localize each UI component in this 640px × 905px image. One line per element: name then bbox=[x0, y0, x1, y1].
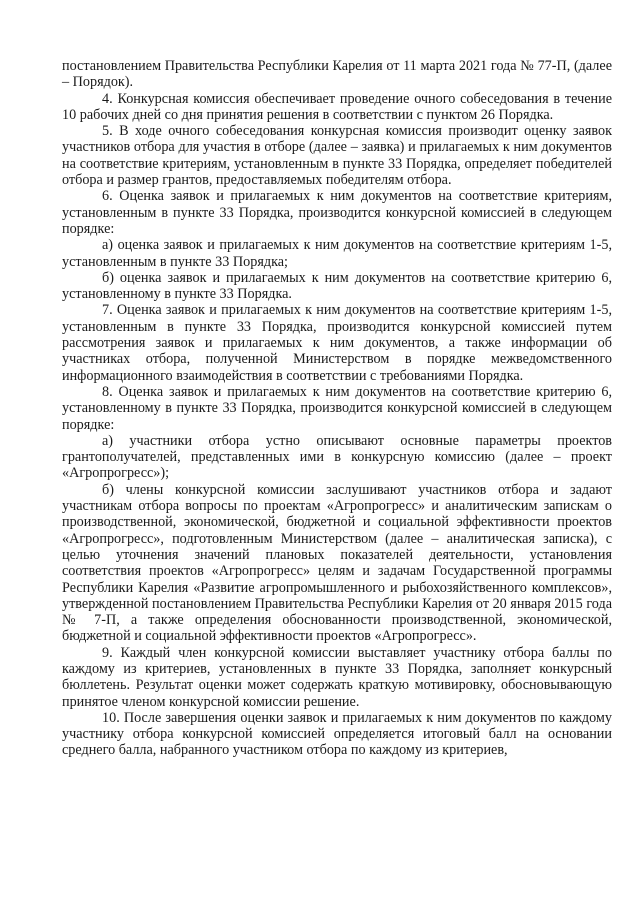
paragraph-6b: б) оценка заявок и прилагаемых к ним документов на соответствие критерию 6, установленному в пункте 33 Порядка. bbox=[62, 269, 612, 303]
paragraph-5: 5. В ходе очного собеседования конкурсная комиссия производит оценку заявок участников отбора для участия в отборе (далее – заявка) и прилагаемых к ним документов на соответствие критериям, установленным в пункте 33 Порядка, определяет победителей отбора и размер грантов, предоставляемых победителям отбора. bbox=[62, 123, 612, 189]
paragraph-10: 10. После завершения оценки заявок и прилагаемых к ним документов по каждому участнику отбора конкурсной комиссией определяется итоговый балл на основании среднего балла, набранного участником отбора по каждому из критериев, bbox=[62, 709, 612, 759]
paragraph-8b: б) члены конкурсной комиссии заслушивают участников отбора и задают участникам отбора вопросы по проектам «Агропрогресс» и аналитическим запискам о производственной, экономической, бюджетной и социальной эффективности проектов «Агропрогресс», подготовленным Министерством (далее – аналитическая записка), с целью уточнения значений плановых показателей деятельности, установления соответствия проектов «Агропрогресс» целям и задачам Государственной программы Республики Карелия «Развитие агропромышленного и рыбохозяйственного комплексов», утвержденной постановлением Правительства Республики Карелия от 20 января 2015 года № 7-П, а также определения обоснованности производственной, экономической, бюджетной и социальной эффективности проектов «Агропрогресс». bbox=[62, 481, 612, 645]
paragraph-6a: а) оценка заявок и прилагаемых к ним документов на соответствие критериям 1-5, установленным в пункте 33 Порядка; bbox=[62, 237, 612, 270]
paragraph-8: 8. Оценка заявок и прилагаемых к ним документов на соответствие критерию 6, установленному в пункте 33 Порядка, производится конкурсной комиссией в следующем порядке: bbox=[62, 383, 612, 433]
paragraph-6: 6. Оценка заявок и прилагаемых к ним документов на соответствие критериям, установленным в пункте 33 Порядка, производится конкурсной комиссией в следующем порядке: bbox=[62, 188, 612, 237]
document-body bbox=[62, 58, 612, 759]
paragraph-9: 9. Каждый член конкурсной комиссии выставляет участнику отбора баллы по каждому из критериев, установленных в пункте 33 Порядка, заполняет конкурсный бюллетень. Результат оценки может содержать краткую мотивировку, обосновывающую принятое членом конкурсной комиссии решение. bbox=[62, 644, 612, 710]
paragraph-8a: а) участники отбора устно описывают основные параметры проектов грантополучателей, представленных ими в конкурсную комиссию (далее – проект «Агропрогресс»); bbox=[62, 432, 612, 482]
paragraph-continuation: постановлением Правительства Республики Карелия от 11 марта 2021 года № 77-П, (далее – Порядок). bbox=[62, 58, 612, 91]
paragraph-7: 7. Оценка заявок и прилагаемых к ним документов на соответствие критериям 1-5, установленным в пункте 33 Порядка, производится конкурсной комиссией путем рассмотрения заявок и прилагаемых к ним документов, а также информации об участниках отбора, полученной Министерством в порядке межведомственного информационного взаимодействия в соответствии с требованиями Порядка. bbox=[62, 302, 612, 384]
paragraph-4: 4. Конкурсная комиссия обеспечивает проведение очного собеседования в течение 10 рабочих дней со дня принятия решения в соответствии с пунктом 26 Порядка. bbox=[62, 90, 612, 123]
